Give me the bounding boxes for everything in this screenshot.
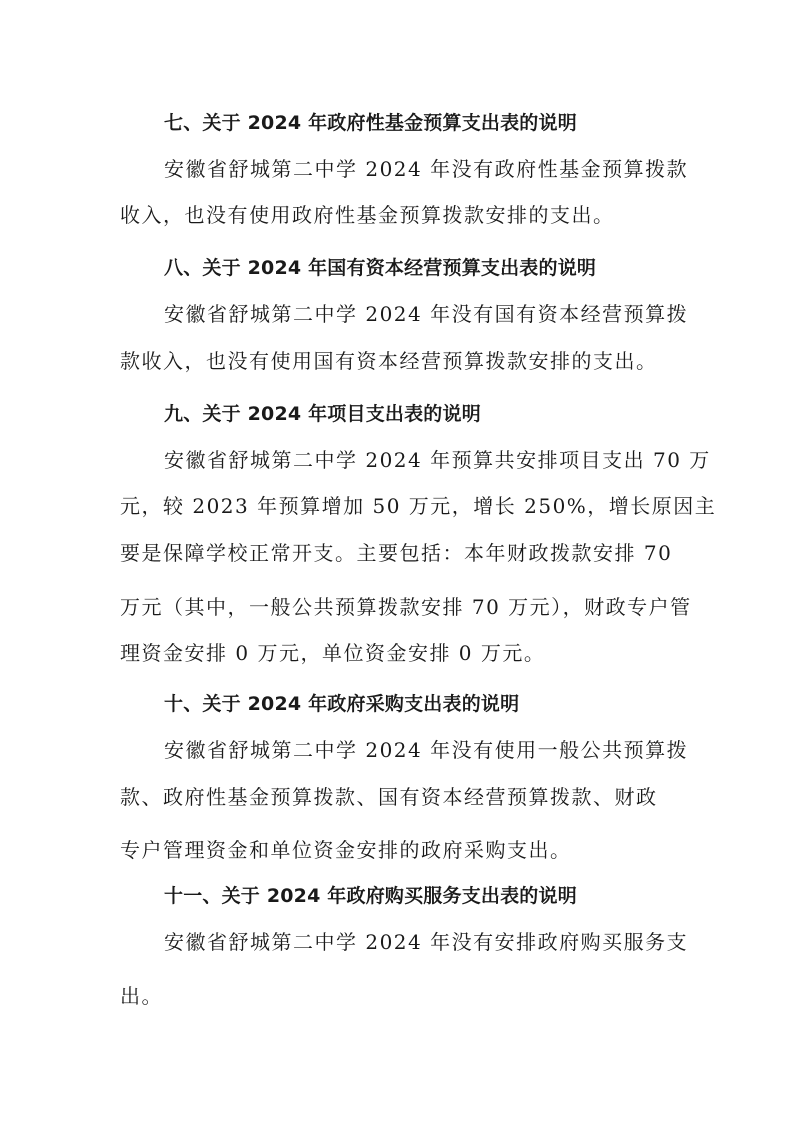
section-heading: 七、关于 2024 年政府性基金预算支出表的说明 bbox=[164, 112, 577, 134]
paragraph-line: 专户管理资金和单位资金安排的政府采购支出。 bbox=[120, 838, 572, 862]
paragraph-line: 理资金安排 0 万元，单位资金安排 0 万元。 bbox=[120, 641, 546, 665]
section-heading: 八、关于 2024 年国有资本经营预算支出表的说明 bbox=[164, 257, 597, 279]
paragraph-line: 出。 bbox=[120, 984, 163, 1008]
paragraph-line: 收入，也没有使用政府性基金预算拨款安排的支出。 bbox=[120, 203, 615, 227]
paragraph-line: 安徽省舒城第二中学 2024 年预算共安排项目支出 70 万 bbox=[164, 448, 711, 472]
paragraph-line: 元，较 2023 年预算增加 50 万元，增长 250%，增长原因主 bbox=[120, 494, 717, 518]
section-heading: 十、关于 2024 年政府采购支出表的说明 bbox=[164, 693, 520, 715]
paragraph-line: 款、政府性基金预算拨款、国有资本经营预算拨款、财政 bbox=[120, 785, 658, 809]
paragraph-line: 款收入，也没有使用国有资本经营预算拨款安排的支出。 bbox=[120, 349, 658, 373]
paragraph-line: 要是保障学校正常开支。主要包括：本年财政拨款安排 70 bbox=[120, 541, 673, 565]
paragraph-line: 安徽省舒城第二中学 2024 年没有国有资本经营预算拨 bbox=[164, 302, 689, 326]
section-heading: 九、关于 2024 年项目支出表的说明 bbox=[164, 403, 481, 425]
paragraph-line: 安徽省舒城第二中学 2024 年没有政府性基金预算拨款 bbox=[164, 157, 689, 181]
paragraph-line: 万元（其中，一般公共预算拨款安排 70 万元），财政专户管 bbox=[120, 595, 692, 619]
paragraph-line: 安徽省舒城第二中学 2024 年没有使用一般公共预算拨 bbox=[164, 738, 689, 762]
paragraph-line: 安徽省舒城第二中学 2024 年没有安排政府购买服务支 bbox=[164, 930, 689, 954]
section-heading: 十一、关于 2024 年政府购买服务支出表的说明 bbox=[164, 885, 577, 907]
